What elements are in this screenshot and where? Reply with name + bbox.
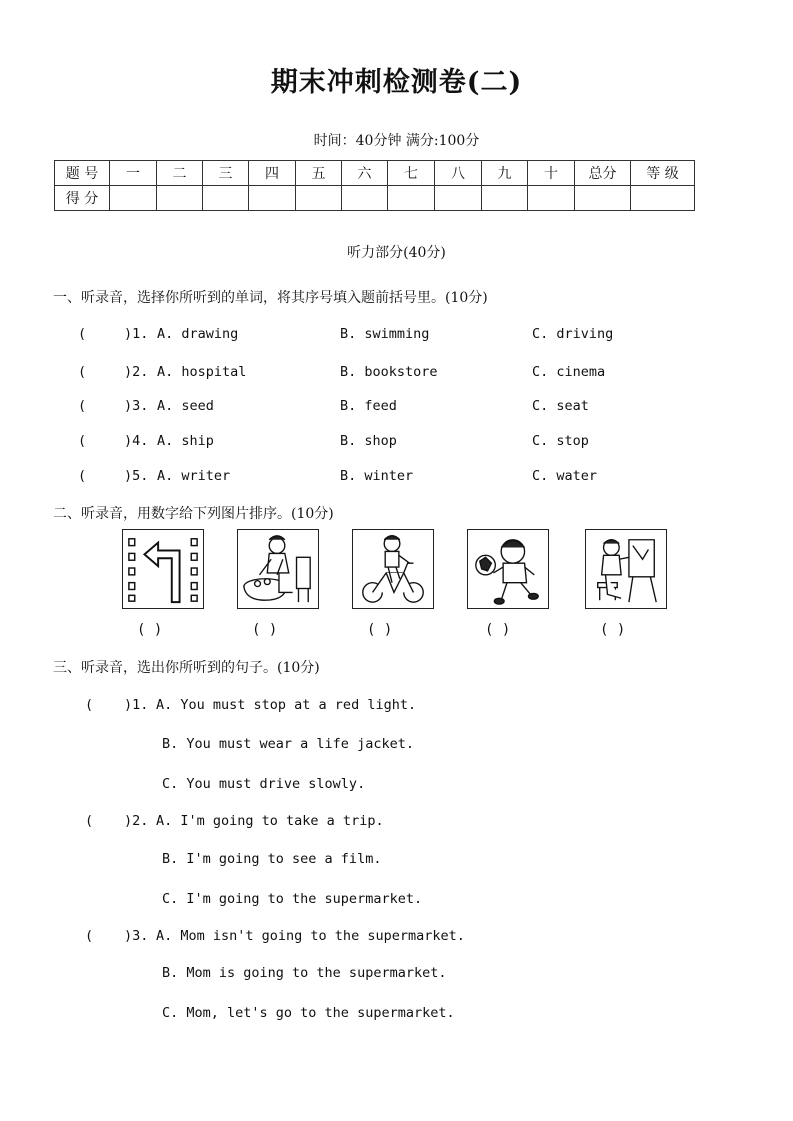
option-a: A. writer bbox=[157, 468, 231, 484]
option-b: B. winter bbox=[340, 468, 414, 484]
option-a: A. hospital bbox=[157, 364, 247, 380]
score-header-cell: 十 bbox=[528, 161, 575, 186]
picture-answer-blank[interactable]: ( ) bbox=[367, 622, 393, 638]
option-b: B. feed bbox=[340, 398, 397, 414]
score-header-cell: 五 bbox=[296, 161, 342, 186]
option-b: B. You must wear a life jacket. bbox=[162, 736, 414, 752]
answer-paren[interactable]: ( bbox=[78, 433, 87, 449]
answer-paren[interactable]: ( bbox=[78, 364, 87, 380]
score-input-cell[interactable] bbox=[296, 186, 342, 211]
option-c: C. I'm going to the supermarket. bbox=[162, 891, 423, 907]
option-c: C. cinema bbox=[532, 364, 606, 380]
score-input-cell[interactable] bbox=[157, 186, 203, 211]
score-header-cell: 二 bbox=[157, 161, 203, 186]
girl-washing-clothes-icon bbox=[237, 529, 319, 609]
score-input-cell[interactable] bbox=[388, 186, 435, 211]
option-a: A. You must stop at a red light. bbox=[156, 697, 417, 713]
score-input-cell[interactable] bbox=[575, 186, 631, 211]
picture-answer-blank[interactable]: ( ) bbox=[600, 622, 626, 638]
item-number: )1. bbox=[124, 697, 149, 713]
boy-playing-football-icon bbox=[467, 529, 549, 609]
option-a: A. I'm going to take a trip. bbox=[156, 813, 384, 829]
option-b: B. I'm going to see a film. bbox=[162, 851, 382, 867]
score-input-cell[interactable] bbox=[435, 186, 482, 211]
option-a: A. seed bbox=[157, 398, 214, 414]
item-number: )2. bbox=[124, 813, 149, 829]
score-header-cell: 题 号 bbox=[55, 161, 110, 186]
option-b: B. shop bbox=[340, 433, 397, 449]
score-input-cell[interactable] bbox=[110, 186, 157, 211]
boy-riding-bike-icon bbox=[352, 529, 434, 609]
answer-paren[interactable]: ( bbox=[78, 326, 87, 342]
score-table-input-row bbox=[55, 186, 695, 211]
answer-paren[interactable]: ( bbox=[85, 813, 94, 829]
option-c: C. Mom, let's go to the supermarket. bbox=[162, 1005, 455, 1021]
score-input-cell[interactable] bbox=[528, 186, 575, 211]
item-number: )1. bbox=[124, 326, 149, 342]
item-number: )3. bbox=[124, 398, 149, 414]
answer-paren[interactable]: ( bbox=[78, 398, 87, 414]
item-number: )5. bbox=[124, 468, 149, 484]
answer-paren[interactable]: ( bbox=[85, 928, 94, 944]
option-c: C. You must drive slowly. bbox=[162, 776, 366, 792]
boy-painting-icon bbox=[585, 529, 667, 609]
answer-paren[interactable]: ( bbox=[85, 697, 94, 713]
section2-heading: 二、听录音，用数字给下列图片排序。(10分) bbox=[53, 506, 334, 522]
section1-heading: 一、听录音，选择你所听到的单词，将其序号填入题前括号里。(10分) bbox=[53, 290, 488, 306]
option-b: B. bookstore bbox=[340, 364, 438, 380]
score-header-cell: 九 bbox=[482, 161, 528, 186]
score-input-cell[interactable] bbox=[631, 186, 695, 211]
option-b: B. Mom is going to the supermarket. bbox=[162, 965, 447, 981]
option-b: B. swimming bbox=[340, 326, 430, 342]
score-header-cell: 四 bbox=[249, 161, 296, 186]
score-input-cell[interactable] bbox=[203, 186, 249, 211]
item-number: )2. bbox=[124, 364, 149, 380]
score-header-cell: 八 bbox=[435, 161, 482, 186]
answer-paren[interactable]: ( bbox=[78, 468, 87, 484]
option-a: A. drawing bbox=[157, 326, 239, 342]
score-table bbox=[54, 160, 695, 211]
score-input-cell[interactable] bbox=[249, 186, 296, 211]
picture-answer-blank[interactable]: ( ) bbox=[252, 622, 278, 638]
picture-answer-blank[interactable]: ( ) bbox=[137, 622, 163, 638]
score-table-header-row bbox=[55, 161, 695, 186]
item-number: )3. bbox=[124, 928, 149, 944]
score-row-label: 得 分 bbox=[55, 186, 110, 211]
score-input-cell[interactable] bbox=[482, 186, 528, 211]
page-title: 期末冲刺检测卷(二) bbox=[270, 67, 523, 98]
exam-meta: 时间：40分钟 满分:100分 bbox=[313, 133, 480, 149]
score-header-cell: 总分 bbox=[575, 161, 631, 186]
item-number: )4. bbox=[124, 433, 149, 449]
score-header-cell: 七 bbox=[388, 161, 435, 186]
turn-left-sign-icon bbox=[122, 529, 204, 609]
section3-heading: 三、听录音，选出你所听到的句子。(10分) bbox=[53, 660, 320, 676]
picture-answer-blank[interactable]: ( ) bbox=[485, 622, 511, 638]
option-c: C. driving bbox=[532, 326, 614, 342]
option-c: C. stop bbox=[532, 433, 589, 449]
option-c: C. seat bbox=[532, 398, 589, 414]
score-header-cell: 等 级 bbox=[631, 161, 695, 186]
score-header-cell: 三 bbox=[203, 161, 249, 186]
score-header-cell: 六 bbox=[342, 161, 388, 186]
score-input-cell[interactable] bbox=[342, 186, 388, 211]
option-c: C. water bbox=[532, 468, 598, 484]
option-a: A. Mom isn't going to the supermarket. bbox=[156, 928, 465, 944]
score-header-cell: 一 bbox=[110, 161, 157, 186]
option-a: A. ship bbox=[157, 433, 214, 449]
listening-part-heading: 听力部分(40分) bbox=[347, 245, 446, 261]
